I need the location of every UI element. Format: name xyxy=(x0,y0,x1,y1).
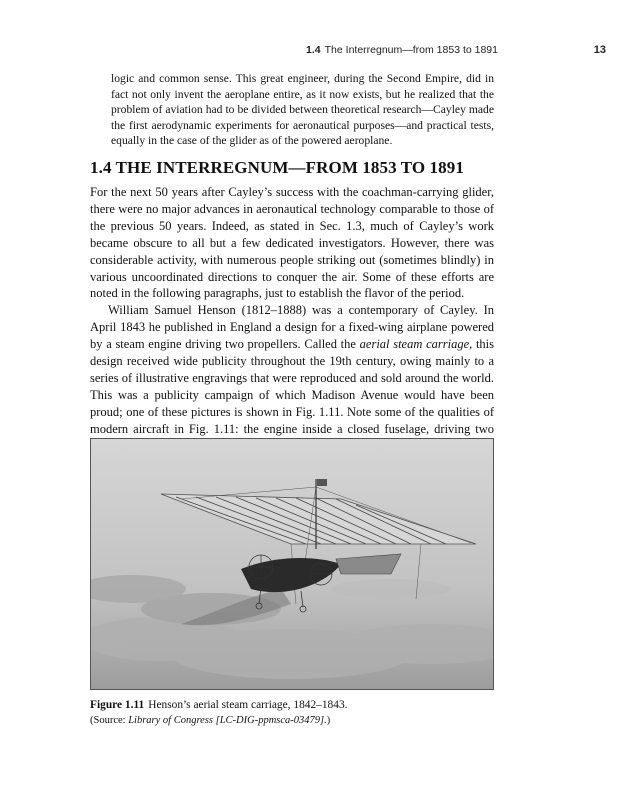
flag xyxy=(317,479,327,486)
section-heading: 1.4 THE INTERREGNUM—FROM 1853 TO 1891 xyxy=(90,158,464,177)
paragraph-2-start: William Samuel Henson (1812–1888) was a contemporary of Cayley. In April 1843 he published in England a design for a fixed-wing airplane powered by a steam engine driving two propellers. Called the xyxy=(90,303,494,352)
running-section-number: 1.4 xyxy=(306,44,321,56)
running-title xyxy=(306,44,498,56)
block-quote: logic and common sense. This great engineer, during the Second Empire, did in fact not only invent the aeroplane entire, as it now exists, but he realized that the problem of aviation had to be divided between theoretical research—Cayley made the first aerodynamic experiments for aeronautical purposes—and practical tests, equally in the case of the glider as of the powered aeroplane. xyxy=(111,72,494,148)
paragraph-2-end: this design received wide publicity throughout the 19th century, owing mainly to a series of illustrative engravings that were reproduced and sold around the world. This was a publicity campaign of which Madison Avenue would have been proud; one of these pictures is shown in Fig. 1.11. Note some of the qualities of modern aircraft in Fig. 1.11: the engine inside a closed fuselage, driving two xyxy=(90,337,495,436)
caption-line xyxy=(90,698,494,713)
source-prefix: (Source: xyxy=(90,715,129,726)
page-number: 13 xyxy=(593,44,606,56)
paragraph-1: For the next 50 years after Cayley’s success with the coachman-carrying glider, there were no major advances in aeronautical technology comparable to those of the previous 50 years. Indeed, as stated in Sec. 1.3, much of Cayley’s work became obscure to all but a few dedicated investigators. However, there was considerable activity, with numerous people striking out (sometimes blindly) in various uncoordinated directions to conquer the air. Some of these efforts are noted in the following paragraphs, just to establish the flavor of the period. xyxy=(90,185,494,301)
source-citation: Library of Congress [LC-DIG-ppmsca-03479]. xyxy=(128,715,327,726)
engraving-illustration xyxy=(91,439,493,689)
figure-henson-aerial-steam-carriage xyxy=(90,438,494,690)
figure-source xyxy=(90,713,494,728)
source-suffix: ) xyxy=(326,715,331,726)
figure-caption xyxy=(90,698,494,728)
aerial-steam-carriage-term: aerial steam carriage, xyxy=(359,337,473,352)
running-title-text: The Interregnum—from 1853 to 1891 xyxy=(324,44,498,56)
figure-label: Figure 1.11 xyxy=(90,699,145,711)
paragraph-2 xyxy=(90,302,494,454)
caption-text: Henson’s aerial steam carriage, 1842–1843. xyxy=(148,699,348,711)
running-head xyxy=(90,44,606,60)
body-text xyxy=(90,184,494,455)
